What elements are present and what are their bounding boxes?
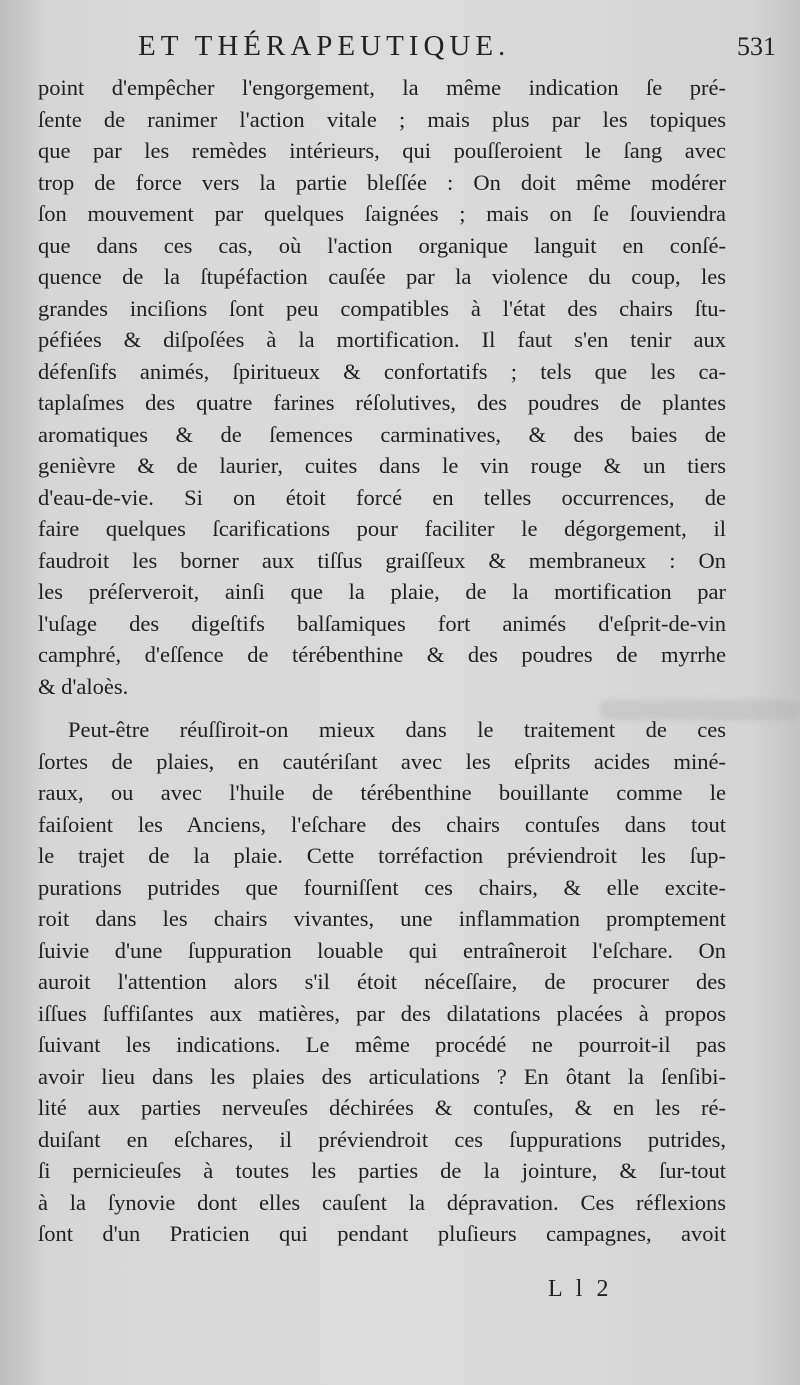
- text-line: quence de la ſtupéfaction cauſée par la violence du coup, les: [38, 264, 726, 289]
- text-line: purations putrides que fourniſſent ces chairs, & elle excite-: [38, 874, 726, 900]
- paragraph-2: [38, 714, 726, 1250]
- text-line: aromatiques & de ſemences carminatives, & des baies de: [38, 421, 726, 447]
- text-line: ſortes de plaies, en cautériſant avec les eſprits acides miné-: [38, 748, 726, 774]
- body-text: [38, 72, 726, 1250]
- text-line: faudroit les borner aux tiſſus graiſſeux & membraneux : On: [38, 547, 726, 573]
- text-line: ſon mouvement par quelques ſaignées ; mais on ſe ſouviendra: [38, 201, 726, 226]
- text-line: lité aux parties nerveuſes déchirées & contuſes, & en les ré-: [38, 1095, 726, 1120]
- paragraph-gap: [38, 702, 726, 714]
- text-line: raux, ou avec l'huile de térébenthine bouillante comme le: [38, 780, 726, 805]
- text-line: iſſues ſuffiſantes aux matières, par des dilatations placées à propos: [38, 1000, 726, 1026]
- text-line: ſi pernicieuſes à toutes les parties de la jointure, & ſur-tout: [38, 1158, 726, 1183]
- text-line: ſont d'un Praticien qui pendant pluſieurs campagnes, avoit: [38, 1221, 726, 1246]
- text-line: péfiées & diſpoſées à la mortification. Il faut s'en tenir aux: [38, 327, 726, 352]
- text-line: ſente de ranimer l'action vitale ; mais plus par les topiques: [38, 106, 726, 132]
- text-line: genièvre & de laurier, cuites dans le vin rouge & un tiers: [38, 453, 726, 478]
- text-line: d'eau-de-vie. Si on étoit forcé en telles occurrences, de: [38, 484, 726, 510]
- text-line: duiſant en eſchares, il préviendroit ces ſuppurations putrides,: [38, 1126, 726, 1152]
- text-line: faiſoient les Anciens, l'eſchare des chairs contuſes dans tout: [38, 811, 726, 837]
- text-line: que dans ces cas, où l'action organique languit en conſé-: [38, 232, 726, 258]
- running-head: ET THÉRAPEUTIQUE.: [138, 30, 511, 62]
- text-line: l'uſage des digeſtifs balſamiques fort animés d'eſprit-de-vin: [38, 610, 726, 636]
- text-line: avoir lieu dans les plaies des articulations ? En ôtant la ſenſibi-: [38, 1063, 726, 1089]
- text-line: & d'aloès.: [38, 673, 129, 699]
- page-header: [40, 30, 780, 66]
- text-line: Peut-être réuſſiroit-on mieux dans le traitement de ces: [68, 717, 726, 742]
- text-line: ſuivie d'une ſuppuration louable qui entraîneroit l'eſchare. On: [38, 937, 726, 963]
- text-line: auroit l'attention alors s'il étoit néceſſaire, de procurer des: [38, 969, 726, 994]
- text-line: défenſifs animés, ſpiritueux & confortatifs ; tels que les ca-: [38, 358, 726, 384]
- page-number: 531: [737, 32, 776, 61]
- text-line: camphré, d'eſſence de térébenthine & des poudres de myrrhe: [38, 642, 726, 667]
- text-line: trop de force vers la partie bleſſée : On doit même modérer: [38, 169, 726, 195]
- signature-mark: L l 2: [548, 1276, 613, 1302]
- text-line: le trajet de la plaie. Cette torréfaction préviendroit les ſup-: [38, 843, 726, 868]
- paragraph-1: [38, 72, 726, 702]
- text-line: point d'empêcher l'engorgement, la même indication ſe pré-: [38, 75, 726, 100]
- text-line: taplaſmes des quatre farines réſolutives, des poudres de plantes: [38, 390, 726, 415]
- text-line: grandes inciſions ſont peu compatibles à l'état des chairs ſtu-: [38, 295, 726, 321]
- text-line: faire quelques ſcarifications pour faciliter le dégorgement, il: [38, 516, 726, 541]
- text-line: à la ſynovie dont elles cauſent la dépravation. Ces réflexions: [38, 1189, 726, 1215]
- text-line: les préſerveroit, ainſi que la plaie, de la mortification par: [38, 579, 726, 604]
- text-line: que par les remèdes intérieurs, qui pouſſeroient le ſang avec: [38, 138, 726, 163]
- text-line: ſuivant les indications. Le même procédé ne pourroit-il pas: [38, 1032, 726, 1057]
- text-line: roit dans les chairs vivantes, une inflammation promptement: [38, 906, 726, 931]
